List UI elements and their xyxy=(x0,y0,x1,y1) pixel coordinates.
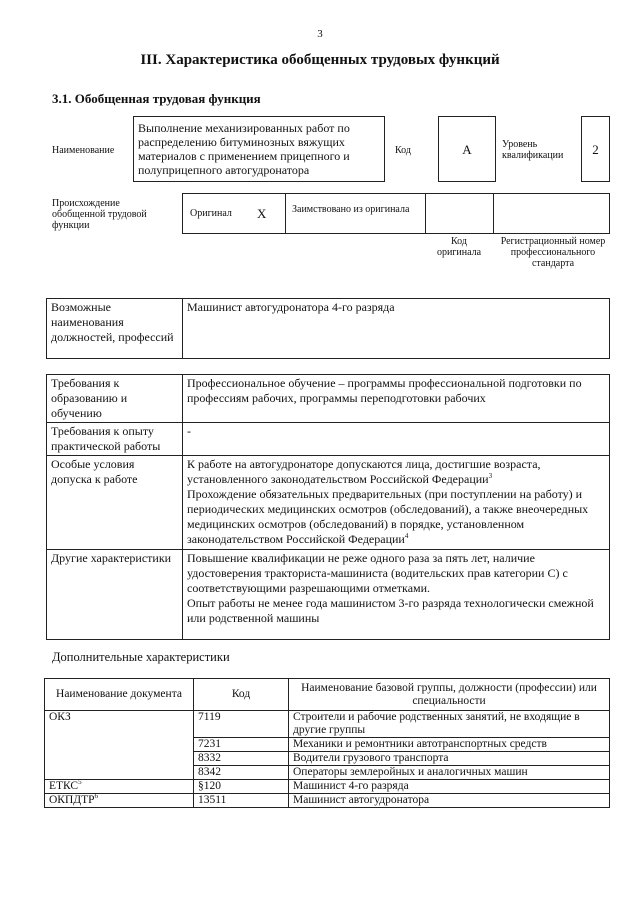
row-name: Операторы землеройных и аналогичных машин xyxy=(289,766,610,780)
row-code: 7231 xyxy=(194,738,289,752)
footnote-ref: 6 xyxy=(94,792,99,801)
origin-label: Происхождение обобщенной трудовой функции xyxy=(52,198,147,231)
additional-title: Дополнительные характеристики xyxy=(52,650,230,664)
row-code: 7119 xyxy=(194,711,289,738)
req-admission-value xyxy=(183,456,610,550)
row-doc: ОКЗ xyxy=(45,711,194,780)
col-header-name: Наименование базовой группы, должности (профессии) или специальности xyxy=(289,679,610,711)
req-admission-label: Особые условия допуска к работе xyxy=(47,456,183,550)
original-label: Оригинал xyxy=(190,208,232,219)
subsection-title: 3.1. Обобщенная трудовая функция xyxy=(52,91,261,106)
level-box xyxy=(581,116,610,182)
level-value: 2 xyxy=(592,142,599,157)
positions-value: Машинист автогудронатора 4-го разряда xyxy=(183,299,610,359)
req-admission-text-a: К работе на автогудронаторе допускаются лица, достигшие возраста, установленного законодательством Российской Федерации xyxy=(187,457,541,486)
name-box xyxy=(133,116,385,182)
code-original-caption: Код оригинала xyxy=(436,236,482,258)
section-title: III. Характеристика обобщенных трудовых функций xyxy=(140,52,500,68)
name-label: Наименование xyxy=(52,145,115,156)
req-other-label: Другие характеристики xyxy=(47,550,183,640)
table-row xyxy=(45,780,610,794)
footnote-ref: 5 xyxy=(78,778,82,787)
req-experience-value: - xyxy=(183,423,610,456)
row-code: 8332 xyxy=(194,752,289,766)
col-header-doc: Наименование документа xyxy=(45,679,194,711)
footnote-ref: 4 xyxy=(404,532,409,540)
row-name: Строители и рабочие родственных занятий, не входящие в другие группы xyxy=(289,711,610,738)
row-doc xyxy=(45,780,194,794)
code-box xyxy=(438,116,496,182)
positions-table xyxy=(46,298,610,359)
requirements-table xyxy=(46,374,610,640)
req-other-value xyxy=(183,550,610,640)
row-name: Машинист автогудронатора xyxy=(289,794,610,808)
row-code: 13511 xyxy=(194,794,289,808)
code-value: А xyxy=(462,142,472,157)
positions-label: Возможные наименования должностей, профессий xyxy=(47,299,183,359)
row-name: Машинист 4-го разряда xyxy=(289,780,610,794)
page-number: 3 xyxy=(317,28,323,40)
divider xyxy=(493,193,494,234)
req-admission-text-b: Прохождение обязательных предварительных (при поступлении на работу) и периодических медицинских осмотров (обследований), а также внеочередных медицинских осмотров (обследований) в порядке, установленном законодательством Российской Федерации xyxy=(187,487,589,546)
row-name: Механики и ремонтники автотранспортных средств xyxy=(289,738,610,752)
name-value: Выполнение механизированных работ по распределению битуминозных вяжущих материалов с применением прицепного и полуприцепного автогудронатора xyxy=(138,121,350,177)
reg-number-caption: Регистрационный номер профессионального стандарта xyxy=(500,236,606,269)
req-other-text-b: Опыт работы не менее года машинистом 3-го разряда технологически смежной или родственной машины xyxy=(187,596,594,625)
borrowed-label: Заимствовано из оригинала xyxy=(292,204,410,215)
divider xyxy=(425,193,426,234)
row-doc-text: ЕТКС xyxy=(49,780,79,792)
row-name: Водители грузового транспорта xyxy=(289,752,610,766)
req-education-value: Профессиональное обучение – программы профессиональной подготовки по профессиям рабочих, программы переподготовки рабочих xyxy=(183,375,610,423)
req-experience-label: Требования к опыту практической работы xyxy=(47,423,183,456)
code-label: Код xyxy=(395,145,411,156)
req-other-text-a: Повышение квалификации не реже одного раза за пять лет, наличие удостоверения тракториста-машиниста (водительских прав категории С) с соответствующими разрешающими отметками. xyxy=(187,551,568,595)
row-code: §120 xyxy=(194,780,289,794)
extra-table xyxy=(44,678,610,808)
table-row xyxy=(45,794,610,808)
table-row xyxy=(45,711,610,738)
row-doc xyxy=(45,794,194,808)
row-code: 8342 xyxy=(194,766,289,780)
original-mark: Х xyxy=(257,206,267,221)
level-label: Уровень квалификации xyxy=(502,139,564,161)
footnote-ref: 3 xyxy=(488,472,493,480)
req-education-label: Требования к образованию и обучению xyxy=(47,375,183,423)
col-header-code: Код xyxy=(194,679,289,711)
row-doc-text: ОКПДТР xyxy=(49,794,95,806)
